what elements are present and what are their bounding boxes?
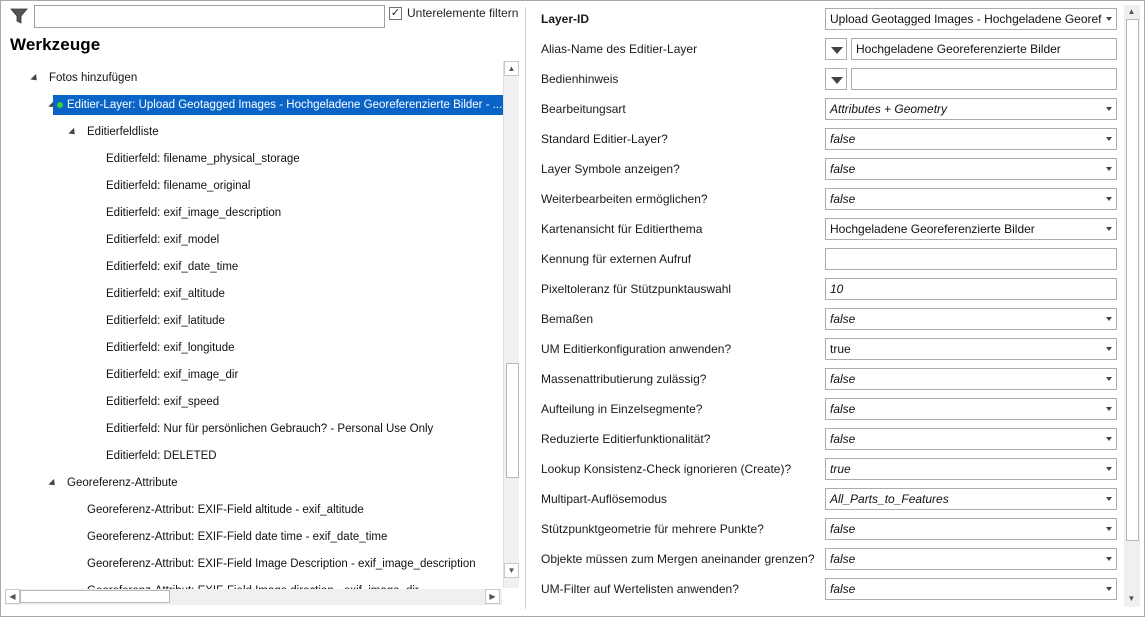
tree-vertical-scrollbar[interactable] (503, 61, 519, 588)
tree-node-label: Editierfeld: exif_image_description (106, 207, 282, 219)
property-row (527, 34, 1125, 64)
tree-node-label: Editierfeld: exif_image_dir (106, 369, 239, 381)
property-value: Hochgeladene Georeferenzierte Bilder (830, 222, 1035, 236)
tree-node[interactable] (106, 338, 235, 358)
tree-node[interactable] (67, 473, 178, 493)
property-select[interactable] (825, 578, 1117, 600)
scroll-right-icon[interactable]: ▶ (485, 589, 500, 604)
property-value: false (830, 312, 856, 326)
property-select[interactable] (825, 548, 1117, 570)
tree-node[interactable] (106, 176, 250, 196)
property-row (527, 4, 1125, 34)
dropdown-button[interactable] (825, 68, 847, 90)
chevron-down-icon (831, 47, 843, 54)
tree-node-label: Editierfeld: exif_latitude (106, 315, 225, 327)
property-label: Kartenansicht für Editierthema (541, 222, 703, 236)
property-value: false (830, 192, 856, 206)
tree-node[interactable] (49, 68, 137, 88)
property-value: true (830, 462, 851, 476)
property-text-field[interactable] (851, 68, 1117, 90)
property-value: false (830, 582, 856, 596)
property-row (527, 544, 1125, 574)
tree-node-label: Georeferenz-Attribut: EXIF-Field Image Description - exif_image_description (87, 558, 476, 570)
property-label: Layer Symbole anzeigen? (541, 162, 680, 176)
tree-node[interactable] (106, 419, 433, 439)
tree-node-label: Georeferenz-Attribute (67, 477, 178, 489)
property-label: Reduzierte Editierfunktionalität? (541, 432, 711, 446)
property-row (527, 364, 1125, 394)
tree-node[interactable] (106, 392, 219, 412)
tools-title: Werkzeuge (10, 35, 101, 54)
property-value: false (830, 522, 856, 536)
property-row (527, 394, 1125, 424)
property-value: false (830, 552, 856, 566)
property-text-field[interactable]: Hochgeladene Georeferenzierte Bilder (851, 38, 1117, 60)
chevron-down-icon (1106, 467, 1112, 471)
tree-node[interactable] (106, 230, 219, 250)
layer-dot-icon (57, 102, 63, 108)
property-label: Aufteilung in Einzelsegmente? (541, 402, 703, 416)
tree-node[interactable] (106, 365, 238, 385)
chevron-down-icon (1106, 317, 1112, 321)
tree-node[interactable] (106, 203, 281, 223)
tools-pane (1, 1, 523, 618)
dropdown-button[interactable] (825, 38, 847, 60)
tree-node-label: Editierfeld: filename_original (106, 180, 251, 192)
tree-scroll-thumb[interactable] (506, 363, 519, 478)
property-text-field[interactable] (825, 248, 1117, 270)
property-row (527, 64, 1125, 94)
property-label: Pixeltoleranz für Stützpunktauswahl (541, 282, 732, 296)
tree-node-label: Editierfeld: exif_longitude (106, 342, 235, 354)
property-row (527, 214, 1125, 244)
property-row (527, 94, 1125, 124)
scroll-down-icon[interactable]: ▼ (1127, 594, 1136, 603)
property-row (527, 124, 1125, 154)
property-select[interactable] (825, 98, 1117, 120)
property-row (527, 514, 1125, 544)
property-row (527, 454, 1125, 484)
expand-triangle-icon[interactable] (30, 74, 39, 83)
property-row (527, 574, 1125, 604)
property-label: Multipart-Auflösemodus (541, 492, 668, 506)
chevron-down-icon (1106, 137, 1112, 141)
property-value: false (830, 372, 856, 386)
chevron-down-icon (1106, 197, 1112, 201)
chevron-down-icon (1106, 587, 1112, 591)
tree-node-label: Fotos hinzufügen (49, 72, 138, 84)
filter-icon[interactable] (10, 7, 28, 25)
scroll-down-icon[interactable]: ▼ (504, 563, 519, 578)
tree-node[interactable] (87, 554, 476, 574)
property-select[interactable] (825, 398, 1117, 420)
property-select[interactable] (825, 8, 1117, 30)
property-label: UM Editierkonfiguration anwenden? (541, 342, 732, 356)
property-value: All_Parts_to_Features (830, 492, 949, 506)
tree-node[interactable] (87, 527, 387, 547)
property-row (527, 424, 1125, 454)
tree-node-label: Editierfeld: Nur für persönlichen Gebrauch? - Personal Use Only (106, 423, 434, 435)
tools-tree (1, 61, 503, 588)
property-select[interactable] (825, 518, 1117, 540)
property-label: Massenattributierung zulässig? (541, 372, 707, 386)
tree-node[interactable] (53, 95, 504, 115)
tree-node-label: Editierfeld: exif_date_time (106, 261, 239, 273)
properties-vertical-scrollbar[interactable] (1124, 5, 1140, 607)
property-label: Bearbeitungsart (541, 102, 626, 116)
tree-node-label: Editier-Layer: Upload Geotagged Images - Hochgeladene Georeferenzierte Bilder - ... (67, 99, 503, 111)
scroll-up-icon[interactable]: ▲ (1127, 7, 1136, 16)
tree-node-label: Georeferenz-Attribut: EXIF-Field date time - exif_date_time (87, 531, 388, 543)
property-row (527, 304, 1125, 334)
property-label: Stützpunktgeometrie für mehrere Punkte? (541, 522, 764, 536)
property-label: Bedienhinweis (541, 72, 619, 86)
tree-node[interactable] (106, 446, 217, 466)
property-row (527, 244, 1125, 274)
scroll-left-icon[interactable]: ◀ (5, 589, 20, 604)
chevron-down-icon (1106, 377, 1112, 381)
property-label: Weiterbearbeiten ermöglichen? (541, 192, 708, 206)
property-row (527, 484, 1125, 514)
property-select[interactable] (825, 368, 1117, 390)
tree-node[interactable] (106, 311, 225, 331)
chevron-down-icon (1106, 437, 1112, 441)
tree-horizontal-scrollbar[interactable] (5, 589, 502, 605)
tree-node[interactable] (106, 257, 238, 277)
property-text-field[interactable] (825, 278, 1117, 300)
property-row (527, 334, 1125, 364)
chevron-down-icon (1106, 407, 1112, 411)
property-label: UM-Filter auf Wertelisten anwenden? (541, 582, 739, 596)
property-value: 10 (830, 282, 844, 296)
property-label: Bemaßen (541, 312, 594, 326)
property-label: Lookup Konsistenz-Check ignorieren (Create)? (541, 462, 792, 476)
property-value: false (830, 432, 856, 446)
properties-pane (527, 1, 1145, 618)
property-value: false (830, 402, 856, 416)
tree-node-label: Editierfeld: exif_speed (106, 396, 220, 408)
expand-triangle-icon[interactable] (48, 479, 57, 488)
chevron-down-icon (1106, 497, 1112, 501)
tree-node[interactable] (87, 122, 159, 142)
tree-node-label: Editierfeldliste (87, 126, 159, 138)
property-value: false (830, 132, 856, 146)
filter-children-checkbox[interactable]: ✓ (390, 7, 401, 19)
search-input[interactable] (34, 5, 385, 28)
property-label: Standard Editier-Layer? (541, 132, 668, 146)
property-select[interactable] (825, 158, 1117, 180)
property-value: Attributes + Geometry (830, 102, 948, 116)
tree-node-label: Editierfeld: DELETED (106, 450, 217, 462)
property-value: false (830, 162, 856, 176)
chevron-down-icon (1106, 227, 1112, 231)
expand-triangle-icon[interactable] (68, 128, 77, 137)
pane-splitter[interactable] (525, 7, 526, 609)
properties-scroll-thumb[interactable] (1126, 19, 1139, 541)
chevron-down-icon (831, 77, 843, 84)
chevron-down-icon (1106, 167, 1112, 171)
chevron-down-icon (1106, 17, 1112, 21)
property-value: Upload Geotagged Images - Hochgeladene Georef (830, 12, 1102, 26)
property-select[interactable] (825, 458, 1117, 480)
property-row (527, 154, 1125, 184)
tree-node-label: Editierfeld: exif_model (106, 234, 220, 246)
chevron-down-icon (1106, 557, 1112, 561)
tree-node[interactable] (106, 284, 225, 304)
property-select[interactable] (825, 128, 1117, 150)
property-select[interactable] (825, 308, 1117, 330)
tree-node-label: Editierfeld: filename_physical_storage (106, 153, 300, 165)
property-row (527, 274, 1125, 304)
property-select[interactable] (825, 218, 1117, 240)
property-select[interactable] (825, 428, 1117, 450)
tree-node-label: Georeferenz-Attribut: EXIF-Field altitude - exif_altitude (87, 504, 364, 516)
property-label: Kennung für externen Aufruf (541, 252, 692, 266)
property-label: Layer-ID (541, 12, 590, 26)
tree-node-label: Editierfeld: exif_altitude (106, 288, 225, 300)
property-label: Objekte müssen zum Mergen aneinander grenzen? (541, 552, 815, 566)
property-select[interactable] (825, 338, 1117, 360)
tree-hscroll-thumb[interactable] (20, 590, 170, 603)
chevron-down-icon (1106, 107, 1112, 111)
property-select[interactable] (825, 488, 1117, 510)
tree-node[interactable] (106, 149, 300, 169)
chevron-down-icon (1106, 347, 1112, 351)
filter-children-label: Unterelemente filtern (407, 6, 519, 20)
property-label: Alias-Name des Editier-Layer (541, 42, 698, 56)
property-value: true (830, 342, 851, 356)
scroll-up-icon[interactable]: ▲ (504, 61, 519, 76)
property-row (527, 184, 1125, 214)
property-select[interactable] (825, 188, 1117, 210)
tree-node[interactable] (87, 500, 364, 520)
chevron-down-icon (1106, 527, 1112, 531)
